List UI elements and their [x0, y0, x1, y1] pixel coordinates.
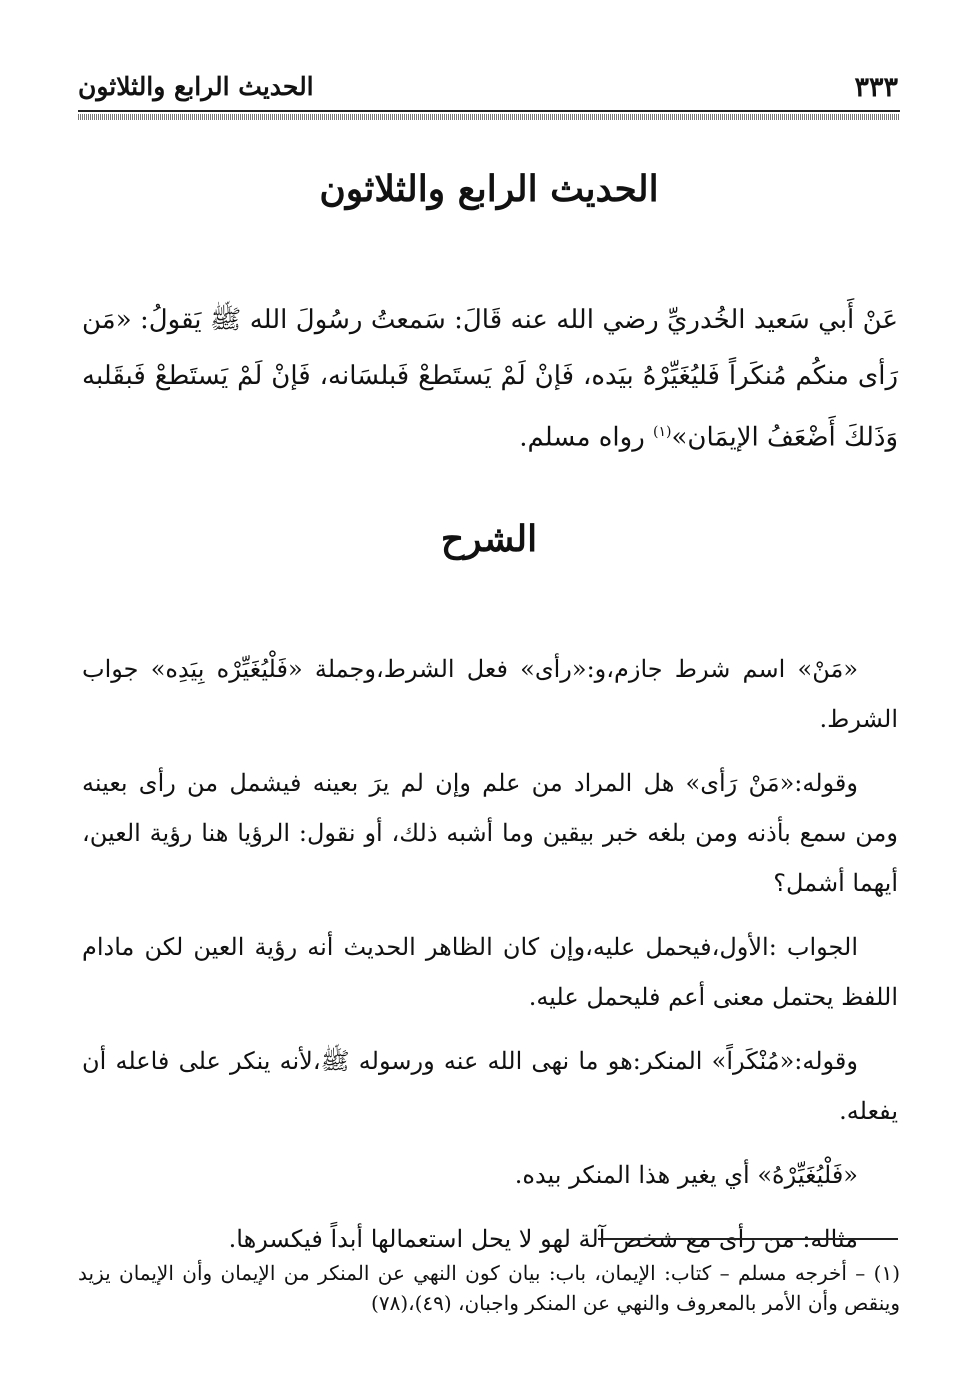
commentary-paragraph: وقوله:«مُنْكَراً» المنكر:هو ما نهى الله عنه ورسوله ﷺ،لأنه ينكر على فاعله أن يفعله.: [82, 1047, 898, 1125]
footnote-marker: (١): [653, 424, 672, 440]
hadith-source: رواه مسلم.: [519, 422, 645, 453]
footnote: (١) – أخرجه مسلم – كتاب: الإيمان، باب: بيان كون النهي عن المنكر من الإيمان وأن الإيمان يزيد وينقص وأن الأمر بالمعروف والنهي عن المنكر واجبان، (٤٩)،(٧٨): [78, 1261, 900, 1315]
page-number: ٣٣٣: [854, 72, 898, 103]
header-divider: [78, 110, 900, 122]
commentary-paragraph: الجواب :الأول،فيحمل عليه،وإن كان الظاهر الحديث أنه رؤية العين لكن مادام اللفظ يحتمل معنى أعم فليحمل عليه.: [82, 933, 898, 1011]
commentary-paragraph: مثاله: من رأى مع شخص آلة لهو لا يحل استعمالها أبداً فيكسرها.: [228, 1225, 858, 1253]
commentary-title: الشرح: [440, 518, 538, 560]
footnote-divider: [598, 1238, 898, 1240]
commentary-paragraph: «مَنْ» اسم شرط جازم،و:«رأى» فعل الشرط،وجملة «فَلْيُغَيِّرْه بِيَدِه» جواب الشرط.: [82, 655, 898, 733]
commentary-paragraph: «فَلْيُغَيِّرْهُ» أي يغير هذا المنكر بيده.: [514, 1161, 858, 1189]
running-title: الحديث الرابع والثلاثون: [78, 72, 314, 101]
commentary-paragraph: وقوله:«مَنْ رَأى» هل المراد من علم وإن لم يرَ بعينه فيشمل من رأى بعينه ومن سمع بأذنه ومن بلغه خبر بيقين وما أشبه ذلك، أو نقول: الرؤيا هنا رؤية العين، أيهما أشمل؟: [82, 769, 898, 897]
commentary: [82, 644, 898, 1278]
hadith-body: عَنْ أَبي سَعيد الخُدريِّ رضي الله عنه قَالَ: سَمعتُ رسُولَ الله ﷺ يَقولُ: «مَن رَأى منكُم مُنكَراً فَليُغَيِّرْهُ بيَده، فَإنْ لَمْ يَستَطعْ فَبلسَانه، فَإنْ لَمْ يَستَطعْ فَبقَلبه وَذَلكَ أَضْعَفُ الإيمَان»: [82, 305, 898, 453]
running-header: [78, 68, 898, 108]
chapter-title: الحديث الرابع والثلاثون: [319, 168, 659, 210]
hadith-text: [82, 292, 898, 466]
